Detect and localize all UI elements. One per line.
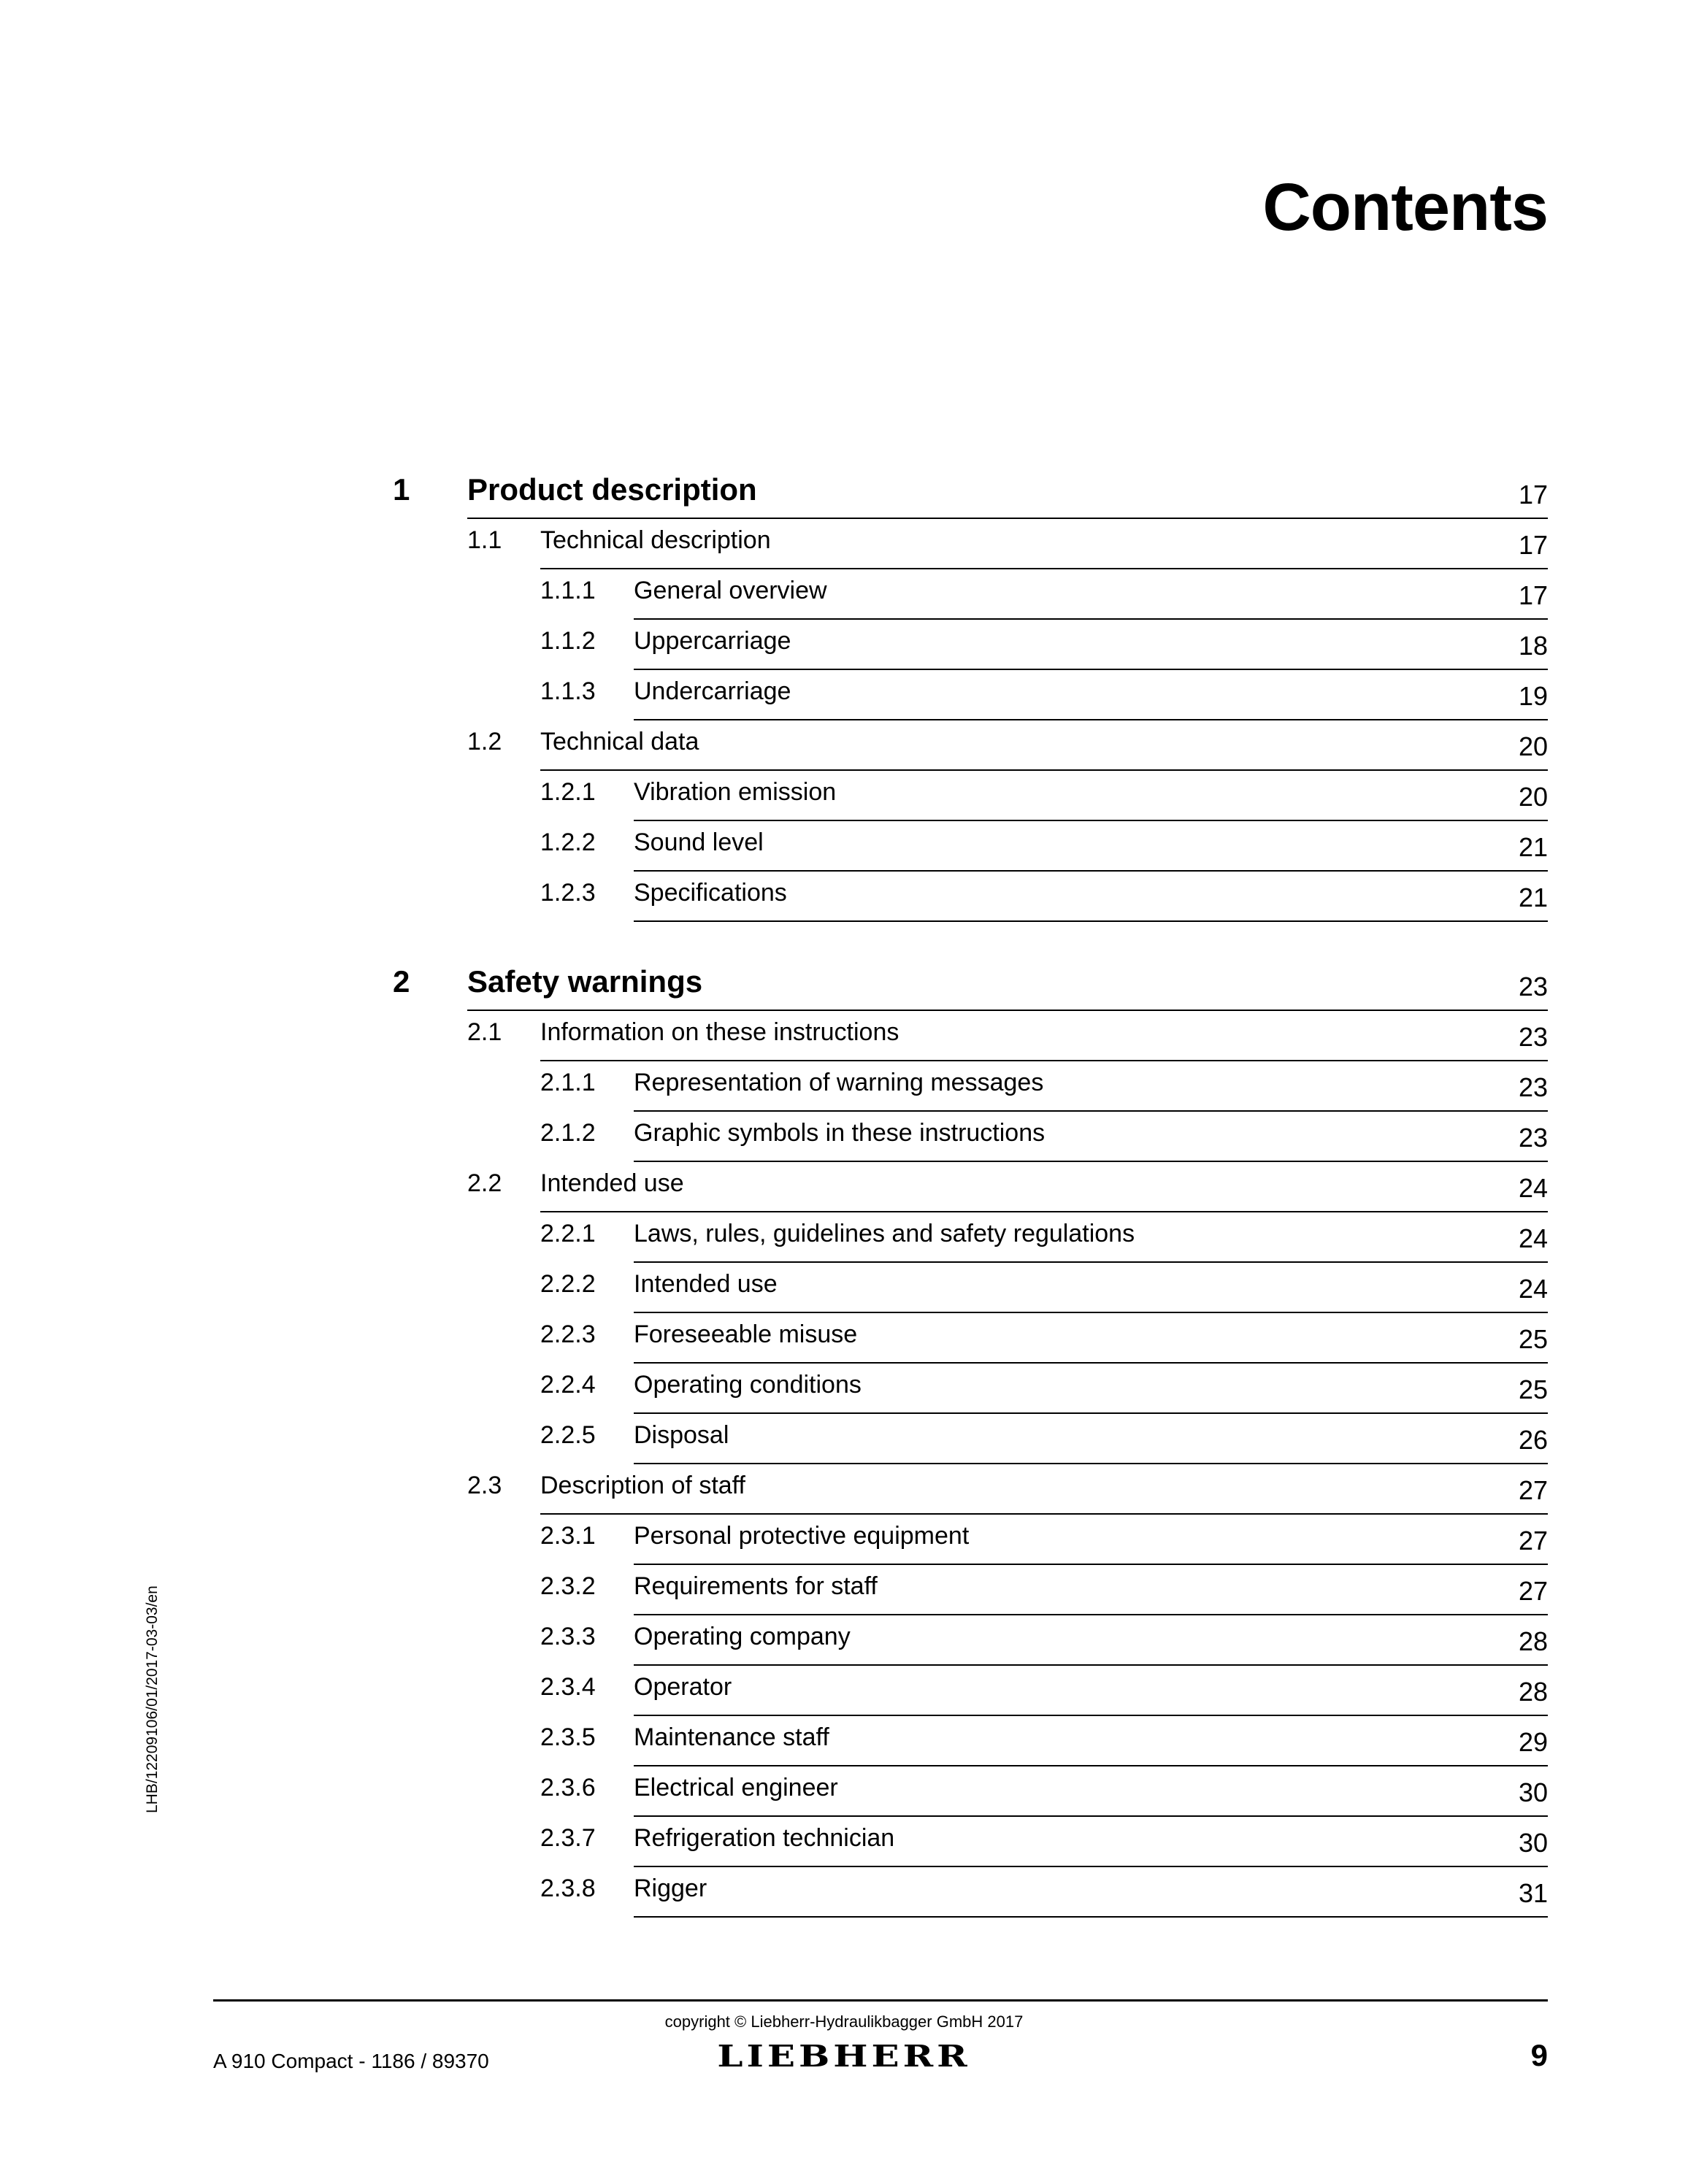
toc-entry-number: 2.2.3 bbox=[540, 1320, 596, 1348]
toc-subsection[interactable] bbox=[0, 1614, 1688, 1665]
liebherr-logo: LIEBHERR bbox=[717, 2038, 971, 2074]
toc-subsection[interactable] bbox=[0, 1261, 1688, 1312]
toc-entry-number: 2.3.2 bbox=[540, 1572, 596, 1600]
toc-subsection[interactable] bbox=[0, 1765, 1688, 1816]
toc-entry-title: Specifications bbox=[634, 879, 787, 907]
toc-entry-title: Personal protective equipment bbox=[634, 1522, 970, 1550]
toc-entry-page: 29 bbox=[1518, 1727, 1548, 1757]
toc-entry-rule bbox=[634, 1916, 1548, 1918]
toc-subsection[interactable] bbox=[0, 1362, 1688, 1413]
toc-entry-page: 18 bbox=[1518, 631, 1548, 661]
document-code: LHB/12209106/01/2017-03-03/en bbox=[144, 1585, 161, 1813]
toc-subsection[interactable] bbox=[0, 1110, 1688, 1161]
toc-entry-number: 2.3.6 bbox=[540, 1774, 596, 1802]
toc-entry-page: 23 bbox=[1518, 1072, 1548, 1102]
toc-entry-title: Information on these instructions bbox=[540, 1018, 899, 1046]
toc-entry-title: Laws, rules, guidelines and safety regulations bbox=[634, 1220, 1135, 1247]
toc-chapter[interactable] bbox=[0, 467, 1688, 518]
toc-entry-title: Foreseeable misuse bbox=[634, 1320, 858, 1348]
toc-entry-page: 20 bbox=[1518, 731, 1548, 761]
toc-entry-number: 1.2 bbox=[467, 728, 502, 755]
toc-entry-title: Graphic symbols in these instructions bbox=[634, 1119, 1046, 1147]
toc-entry-number: 2.3 bbox=[467, 1472, 502, 1499]
toc-section[interactable] bbox=[0, 719, 1688, 770]
toc-entry-page: 23 bbox=[1518, 1022, 1548, 1052]
toc-section[interactable] bbox=[0, 1010, 1688, 1061]
toc-entry-title: Operator bbox=[634, 1673, 732, 1701]
toc-entry-number: 2.3.8 bbox=[540, 1875, 596, 1902]
toc-entry-number: 2.2 bbox=[467, 1169, 502, 1197]
toc-entry-title: Sound level bbox=[634, 828, 764, 856]
toc-entry-title: Vibration emission bbox=[634, 778, 837, 806]
toc-entry-page: 23 bbox=[1518, 972, 1548, 1001]
toc-entry-title: Undercarriage bbox=[634, 677, 791, 705]
toc-entry-number: 2.2.2 bbox=[540, 1270, 596, 1298]
toc-entry-title: Safety warnings bbox=[467, 964, 703, 999]
toc-entry-title: Disposal bbox=[634, 1421, 729, 1449]
model-designation: A 910 Compact - 1186 / 89370 bbox=[213, 2050, 489, 2072]
toc-entry-title: Intended use bbox=[540, 1169, 684, 1197]
toc-entry-page: 19 bbox=[1518, 681, 1548, 711]
toc-entry-number: 1.2.1 bbox=[540, 778, 596, 806]
toc-subsection[interactable] bbox=[0, 669, 1688, 720]
toc-entry-number: 2 bbox=[393, 964, 410, 999]
toc-subsection[interactable] bbox=[0, 1412, 1688, 1464]
toc-entry-title: Technical description bbox=[540, 526, 771, 554]
toc-entry-title: Uppercarriage bbox=[634, 627, 791, 655]
toc-subsection[interactable] bbox=[0, 1866, 1688, 1917]
page-number: 9 bbox=[1530, 2038, 1548, 2072]
toc-section[interactable] bbox=[0, 518, 1688, 569]
toc-entry-title: Intended use bbox=[634, 1270, 778, 1298]
toc-entry-number: 1.1 bbox=[467, 526, 502, 554]
toc-entry-number: 1.1.3 bbox=[540, 677, 596, 705]
toc-entry-number: 1.1.2 bbox=[540, 627, 596, 655]
toc-entry-page: 25 bbox=[1518, 1324, 1548, 1354]
toc-entry-number: 2.3.5 bbox=[540, 1723, 596, 1751]
toc-entry-page: 17 bbox=[1518, 480, 1548, 510]
toc-entry-title: Product description bbox=[467, 472, 757, 507]
copyright-notice: copyright © Liebherr-Hydraulikbagger GmbH 2017 bbox=[664, 2012, 1024, 2031]
toc-entry-number: 2.1.1 bbox=[540, 1069, 596, 1096]
toc-entry-title: Description of staff bbox=[540, 1472, 745, 1499]
toc-entry-number: 1.1.1 bbox=[540, 577, 596, 604]
toc-section[interactable] bbox=[0, 1161, 1688, 1212]
toc-entry-page: 31 bbox=[1518, 1878, 1548, 1908]
toc-entry-page: 21 bbox=[1518, 883, 1548, 912]
toc-entry-number: 1 bbox=[393, 472, 410, 507]
toc-entry-page: 26 bbox=[1518, 1425, 1548, 1455]
page-title: Contents bbox=[1262, 170, 1548, 245]
toc-entry-page: 28 bbox=[1518, 1626, 1548, 1656]
toc-entry-number: 2.2.5 bbox=[540, 1421, 596, 1449]
toc-entry-number: 2.3.7 bbox=[540, 1824, 596, 1852]
toc-subsection[interactable] bbox=[0, 1815, 1688, 1866]
toc-subsection[interactable] bbox=[0, 1715, 1688, 1766]
toc-subsection[interactable] bbox=[0, 1211, 1688, 1262]
toc-subsection[interactable] bbox=[0, 870, 1688, 921]
toc-entry-title: Requirements for staff bbox=[634, 1572, 878, 1600]
toc-entry-title: Representation of warning messages bbox=[634, 1069, 1044, 1096]
toc-entry-title: Electrical engineer bbox=[634, 1774, 838, 1802]
toc-chapter[interactable] bbox=[0, 959, 1688, 1010]
toc-entry-number: 2.2.1 bbox=[540, 1220, 596, 1247]
toc-section[interactable] bbox=[0, 1463, 1688, 1514]
toc-entry-page: 24 bbox=[1518, 1274, 1548, 1304]
toc-entry-number: 1.2.2 bbox=[540, 828, 596, 856]
toc-entry-page: 25 bbox=[1518, 1374, 1548, 1404]
toc-entry-number: 2.1.2 bbox=[540, 1119, 596, 1147]
toc-subsection[interactable] bbox=[0, 568, 1688, 619]
toc-entry-page: 30 bbox=[1518, 1828, 1548, 1858]
toc-subsection[interactable] bbox=[0, 769, 1688, 820]
toc-entry-title: General overview bbox=[634, 577, 827, 604]
toc-entry-page: 23 bbox=[1518, 1123, 1548, 1153]
toc-subsection[interactable] bbox=[0, 1513, 1688, 1564]
toc-entry-number: 2.3.1 bbox=[540, 1522, 596, 1550]
toc-entry-number: 2.3.4 bbox=[540, 1673, 596, 1701]
toc-entry-page: 21 bbox=[1518, 832, 1548, 862]
toc-subsection[interactable] bbox=[0, 1664, 1688, 1715]
toc-subsection[interactable] bbox=[0, 618, 1688, 669]
toc-entry-title: Operating company bbox=[634, 1623, 851, 1650]
toc-entry-page: 27 bbox=[1518, 1526, 1548, 1556]
toc-entry-page: 30 bbox=[1518, 1777, 1548, 1807]
toc-entry-title: Technical data bbox=[540, 728, 699, 755]
toc-entry-title: Refrigeration technician bbox=[634, 1824, 895, 1852]
toc-entry-number: 1.2.3 bbox=[540, 879, 596, 907]
toc-entry-number: 2.2.4 bbox=[540, 1371, 596, 1399]
toc-entry-number: 2.3.3 bbox=[540, 1623, 596, 1650]
toc-entry-title: Rigger bbox=[634, 1875, 707, 1902]
toc-subsection[interactable] bbox=[0, 820, 1688, 871]
toc-entry-title: Maintenance staff bbox=[634, 1723, 829, 1751]
toc-entry-number: 2.1 bbox=[467, 1018, 502, 1046]
toc-entry-rule bbox=[634, 920, 1548, 922]
toc-entry-page: 24 bbox=[1518, 1223, 1548, 1253]
toc-entry-page: 24 bbox=[1518, 1173, 1548, 1203]
footer-divider bbox=[213, 1999, 1548, 2002]
toc-subsection[interactable] bbox=[0, 1312, 1688, 1363]
toc-entry-page: 28 bbox=[1518, 1677, 1548, 1707]
toc-entry-page: 27 bbox=[1518, 1475, 1548, 1505]
toc-subsection[interactable] bbox=[0, 1060, 1688, 1111]
toc-entry-page: 27 bbox=[1518, 1576, 1548, 1606]
toc-entry-page: 17 bbox=[1518, 580, 1548, 610]
toc-entry-page: 17 bbox=[1518, 530, 1548, 560]
toc-subsection[interactable] bbox=[0, 1564, 1688, 1615]
toc-entry-page: 20 bbox=[1518, 782, 1548, 812]
toc-entry-title: Operating conditions bbox=[634, 1371, 862, 1399]
